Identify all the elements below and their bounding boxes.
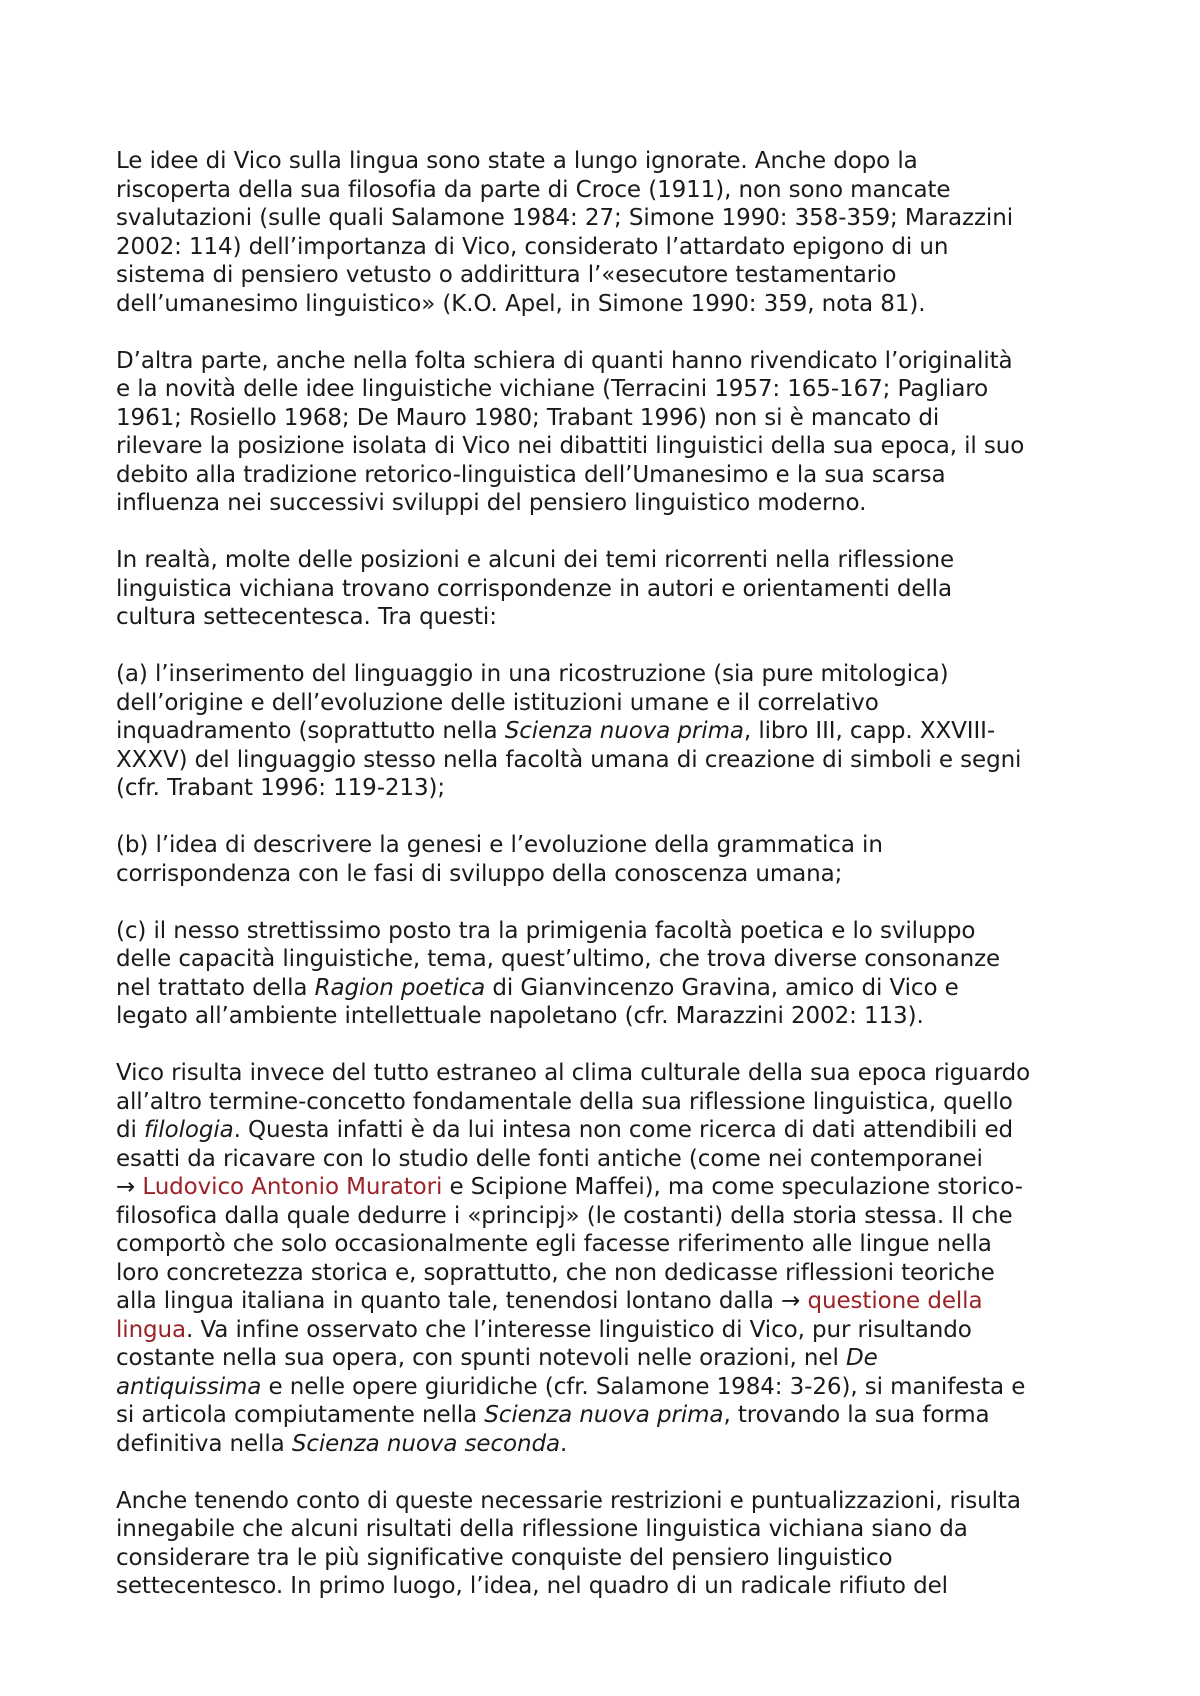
- text-line: [116, 204, 1096, 233]
- italic-title: filologia: [144, 1117, 234, 1143]
- text-line: [116, 461, 1096, 490]
- text-segment: (c) il nesso strettissimo posto tra la primigenia facoltà poetica e lo sviluppo: [116, 917, 976, 944]
- text-line: [116, 1259, 1096, 1288]
- text-line: [116, 1173, 1096, 1202]
- text-line: [116, 290, 1096, 319]
- italic-title: antiquissima: [116, 1373, 262, 1400]
- text-segment: Le idee di Vico sulla lingua sono state a lungo ignorate. Anche dopo la: [116, 148, 918, 174]
- text-segment: comportò che solo occasionalmente egli facesse riferimento alle lingue nella: [116, 1231, 992, 1257]
- text-segment: all’altro termine-concetto fondamentale della sua riflessione linguistica, quello: [116, 1088, 1013, 1115]
- text-line: [116, 860, 1096, 889]
- text-line: [116, 546, 1096, 575]
- paragraph: [116, 147, 1096, 318]
- paragraph: [116, 1487, 1096, 1601]
- text-segment: cultura settecentesca. Tra questi:: [116, 604, 497, 630]
- text-line: [116, 432, 1096, 461]
- text-segment: si articola compiutamente nella: [116, 1402, 485, 1428]
- text-line: [116, 1088, 1096, 1117]
- text-segment: di: [116, 1117, 145, 1143]
- text-segment: D’altra parte, anche nella folta schiera di quanti hanno rivendicato l’originalità: [116, 347, 1013, 374]
- text-line: [116, 489, 1096, 518]
- text-segment: riscoperta della sua filosofia da parte di Croce (1911), non sono mancate: [116, 176, 951, 203]
- text-segment: 1961; Rosiello 1968; De Mauro 1980; Trabant 1996) non si è mancato di: [116, 404, 940, 431]
- document-body: [116, 147, 1096, 1629]
- text-line: [116, 974, 1096, 1003]
- text-segment: costante nella sua opera, con spunti notevoli nelle orazioni, nel: [116, 1345, 846, 1371]
- italic-title: Scienza nuova prima: [504, 718, 744, 744]
- text-segment: Vico risulta invece del tutto estraneo al clima culturale della sua epoca riguardo: [116, 1060, 1031, 1086]
- text-line: [116, 347, 1096, 376]
- italic-title: Ragion poetica: [314, 974, 486, 1001]
- text-line: [116, 1059, 1096, 1088]
- text-line: [116, 1002, 1096, 1031]
- text-line: [116, 917, 1096, 946]
- text-segment: definitiva nella: [116, 1430, 292, 1457]
- text-segment: (a) l’inserimento del linguaggio in una ricostruzione (sia pure mitologica): [116, 661, 949, 687]
- text-line: [116, 1316, 1096, 1345]
- text-segment: . Questa infatti è da lui intesa non come ricerca di dati attendibili ed: [233, 1117, 1013, 1143]
- text-line: [116, 1544, 1096, 1573]
- text-segment: filosofica dalla quale dedurre i «principj» (le costanti) della storia stessa. Il che: [116, 1202, 1013, 1229]
- text-segment: legato all’ambiente intellettuale napoletano (cfr. Marazzini 2002: 113).: [116, 1003, 924, 1029]
- text-line: [116, 1116, 1096, 1145]
- paragraph: [116, 660, 1096, 803]
- text-line: [116, 1202, 1096, 1231]
- text-line: [116, 176, 1096, 205]
- text-segment: nel trattato della: [116, 974, 315, 1001]
- text-line: [116, 1373, 1096, 1402]
- text-segment: debito alla tradizione retorico-linguistica dell’Umanesimo e la sua scarsa: [116, 461, 946, 488]
- text-segment: delle capacità linguistiche, tema, quest’ultimo, che trova diverse consonanze: [116, 946, 1001, 972]
- text-line: [116, 575, 1096, 604]
- text-segment: .: [559, 1430, 568, 1457]
- text-line: [116, 717, 1096, 746]
- text-segment: influenza nei successivi sviluppi del pensiero linguistico moderno.: [116, 490, 867, 516]
- text-segment: XXXV) del linguaggio stesso nella facoltà umana di creazione di simboli e segni: [116, 746, 1022, 773]
- text-line: [116, 1401, 1096, 1430]
- text-segment: innegabile che alcuni risultati della riflessione linguistica vichiana siano da: [116, 1516, 968, 1542]
- italic-title: De: [845, 1345, 878, 1371]
- text-line: [116, 1287, 1096, 1316]
- paragraph: [116, 1059, 1096, 1458]
- paragraph: [116, 917, 1096, 1031]
- text-segment: considerare tra le più significative conquiste del pensiero linguistico: [116, 1544, 893, 1571]
- paragraph: [116, 831, 1096, 888]
- text-line: [116, 1572, 1096, 1601]
- text-segment: , trovando la sua forma: [723, 1402, 990, 1428]
- text-line: [116, 774, 1096, 803]
- text-line: [116, 1515, 1096, 1544]
- text-line: [116, 831, 1096, 860]
- text-segment: di Gianvincenzo Gravina, amico di Vico e: [485, 974, 959, 1001]
- text-segment: (b) l’idea di descrivere la genesi e l’evoluzione della grammatica in: [116, 832, 883, 858]
- text-segment: dell’origine e dell’evoluzione delle istituzioni umane e il correlativo: [116, 689, 879, 716]
- text-segment: e Scipione Maffei), ma come speculazione storico-: [442, 1174, 1023, 1200]
- text-line: [116, 689, 1096, 718]
- text-segment: loro concretezza storica e, soprattutto, che non dedicasse riflessioni teoriche: [116, 1259, 995, 1286]
- cross-reference-link[interactable]: Ludovico Antonio Muratori: [142, 1174, 443, 1200]
- italic-title: Scienza nuova prima: [484, 1402, 724, 1428]
- cross-reference-link[interactable]: questione della: [807, 1288, 983, 1314]
- text-segment: alla lingua italiana in quanto tale, tenendosi lontano dalla →: [116, 1288, 808, 1314]
- text-segment: linguistica vichiana trovano corrispondenze in autori e orientamenti della: [116, 575, 952, 602]
- text-segment: , libro III, capp. XXVIII-: [743, 718, 996, 744]
- text-segment: sistema di pensiero vetusto o addirittura l’«esecutore testamentario: [116, 262, 897, 288]
- text-line: [116, 147, 1096, 176]
- text-line: [116, 375, 1096, 404]
- text-segment: In realtà, molte delle posizioni e alcuni dei temi ricorrenti nella riflessione: [116, 547, 955, 573]
- text-line: [116, 1230, 1096, 1259]
- text-line: [116, 233, 1096, 262]
- text-line: [116, 603, 1096, 632]
- cross-reference-link[interactable]: lingua: [116, 1316, 187, 1343]
- italic-title: Scienza nuova seconda: [291, 1430, 560, 1457]
- text-segment: . Va infine osservato che l’interesse linguistico di Vico, pur risultando: [186, 1316, 972, 1343]
- paragraph: [116, 347, 1096, 518]
- text-segment: Anche tenendo conto di queste necessarie restrizioni e puntualizzazioni, risulta: [116, 1487, 1021, 1514]
- text-segment: dell’umanesimo linguistico» (K.O. Apel, in Simone 1990: 359, nota 81).: [116, 290, 926, 317]
- text-line: [116, 660, 1096, 689]
- text-segment: →: [116, 1174, 143, 1200]
- text-line: [116, 746, 1096, 775]
- text-segment: corrispondenza con le fasi di sviluppo della conoscenza umana;: [116, 860, 843, 887]
- text-segment: (cfr. Trabant 1996: 119-213);: [116, 775, 446, 801]
- text-segment: inquadramento (soprattutto nella: [116, 718, 505, 744]
- text-segment: e la novità delle idee linguistiche vichiane (Terracini 1957: 165-167; Pagliaro: [116, 376, 989, 402]
- paragraph: [116, 546, 1096, 632]
- text-line: [116, 404, 1096, 433]
- text-segment: e nelle opere giuridiche (cfr. Salamone 1984: 3-26), si manifesta e: [261, 1373, 1026, 1400]
- text-segment: svalutazioni (sulle quali Salamone 1984: 27; Simone 1990: 358-359; Marazzini: [116, 205, 1013, 231]
- text-line: [116, 261, 1096, 290]
- text-line: [116, 1344, 1096, 1373]
- text-line: [116, 945, 1096, 974]
- text-segment: settecentesco. In primo luogo, l’idea, nel quadro di un radicale rifiuto del: [116, 1573, 948, 1599]
- text-line: [116, 1430, 1096, 1459]
- text-line: [116, 1487, 1096, 1516]
- text-segment: 2002: 114) dell’importanza di Vico, considerato l’attardato epigono di un: [116, 233, 949, 260]
- text-segment: rilevare la posizione isolata di Vico nei dibattiti linguistici della sua epoca, il suo: [116, 433, 1025, 459]
- text-segment: esatti da ricavare con lo studio delle fonti antiche (come nei contemporanei: [116, 1145, 983, 1172]
- text-line: [116, 1145, 1096, 1174]
